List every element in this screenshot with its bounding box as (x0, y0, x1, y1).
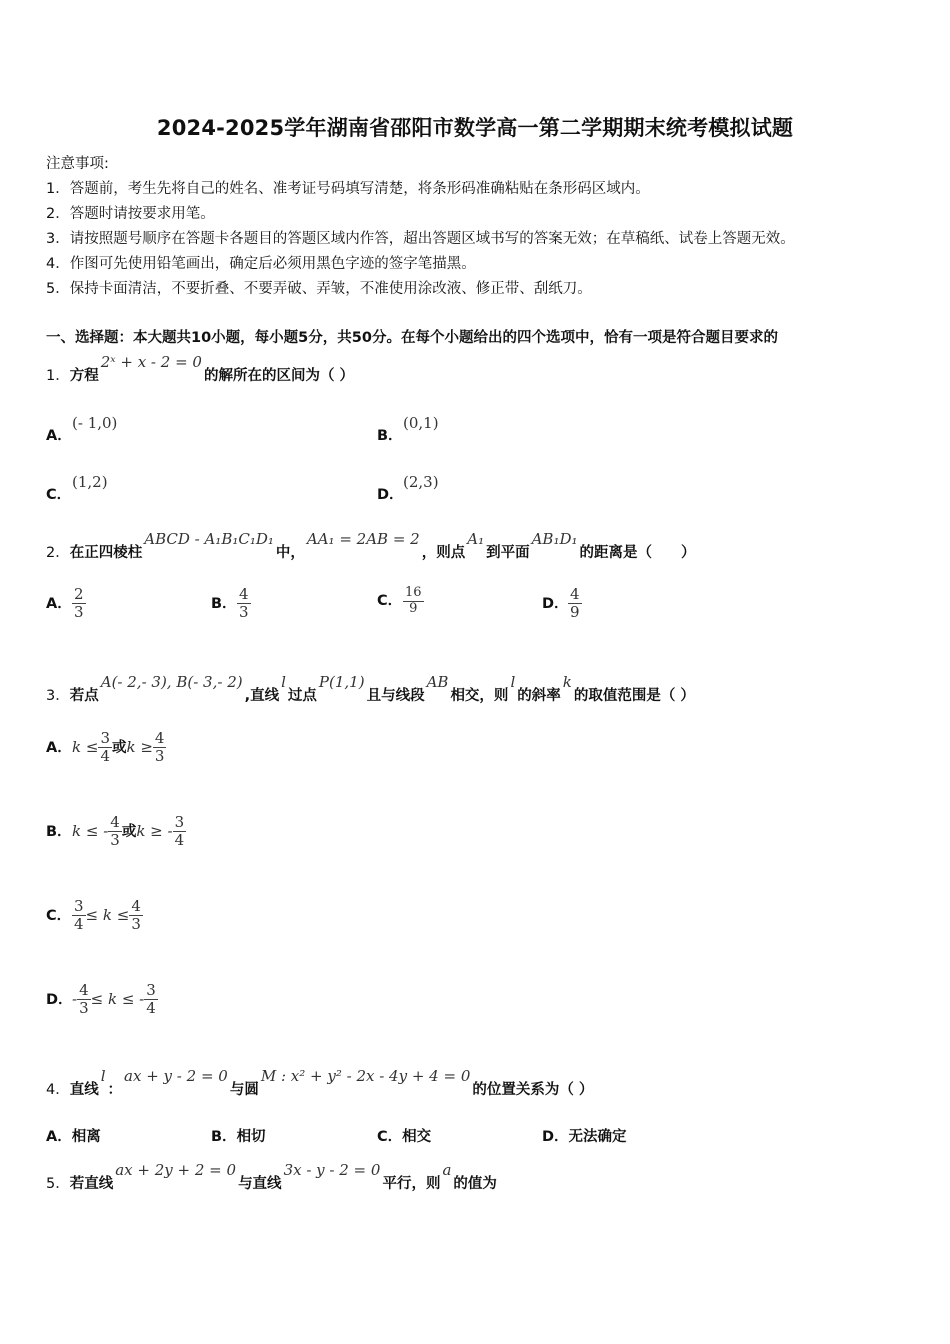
inequality: k ≤ (72, 737, 99, 756)
question-text: ： (107, 1082, 123, 1098)
question-text: 的位置关系为（ ） (472, 1082, 594, 1098)
question-number: 3． (46, 688, 70, 704)
question-number: 1． (46, 368, 70, 384)
fraction: $\frac{16}{9}$ (405, 585, 422, 616)
question-number: 2． (46, 545, 70, 561)
question-text: 平行，则 (382, 1176, 441, 1192)
math-expression: AB₁D₁ (531, 530, 578, 548)
inequality: ≤ k ≤ - (90, 989, 145, 1008)
option-label: A． (46, 428, 72, 444)
option-c (46, 898, 143, 934)
math-expression: P(1,1) (318, 673, 365, 691)
inequality: ≤ k ≤ (85, 905, 130, 924)
fraction: $\frac{4}{3}$ (131, 897, 141, 934)
option-value: 相切 (236, 1129, 266, 1145)
question-text: 的值为 (453, 1176, 497, 1192)
question-number: 5． (46, 1176, 70, 1192)
notice-heading: 注意事项: (46, 156, 109, 172)
option-value: (- 1,0) (72, 414, 118, 432)
question-3 (46, 673, 695, 705)
math-expression: k (562, 673, 572, 691)
fraction: $\frac{4}{3}$ (110, 813, 120, 850)
option-value: 相交 (402, 1129, 432, 1145)
option-label: C． (377, 1129, 403, 1145)
question-2 (46, 530, 696, 562)
option-d (542, 586, 582, 622)
question-text: 相交，则 (450, 688, 509, 704)
math-expression: AB (426, 673, 449, 691)
section-title: 一、选择题：本大题共10小题，每小题5分，共50分。在每个小题给出的四个选项中，恰有一项是符合题目要求的 (46, 330, 778, 346)
or-text: 或 (121, 823, 137, 840)
math-expression: A(- 2,- 3), B(- 3,- 2) (100, 673, 243, 691)
question-text: 中， (275, 545, 305, 561)
math-expression: ax + y - 2 = 0 (124, 1067, 228, 1085)
notice-item: 5．保持卡面清洁，不要折叠、不要弄破、弄皱，不准使用涂改液、修正带、刮纸刀。 (46, 281, 592, 297)
option-b (211, 1125, 266, 1146)
option-c (377, 586, 424, 617)
option-label: B． (377, 428, 403, 444)
fraction: $\frac{4}{9}$ (570, 585, 580, 622)
question-text: 的距离是（ ） (579, 545, 696, 561)
option-label: D． (542, 595, 569, 612)
math-expression: AA₁ = 2AB = 2 (306, 530, 420, 548)
fraction: $\frac{2}{3}$ (74, 585, 84, 622)
option-label: C． (46, 487, 72, 503)
notice-item: 1．答题前，考生先将自己的姓名、准考证号码填写清楚，将条形码准确粘贴在条形码区域内。 (46, 181, 650, 197)
option-a (46, 414, 118, 445)
math-expression: A₁ (467, 530, 485, 548)
option-label: A． (46, 1129, 72, 1145)
math-expression: l (100, 1067, 106, 1085)
question-text: 且与线段 (366, 688, 425, 704)
inequality: k ≥ (126, 737, 153, 756)
notice-item: 3．请按照题号顺序在答题卡各题目的答题区域内作答，超出答题区域书写的答案无效；在草稿纸、试卷上答题无效。 (46, 231, 795, 247)
option-a (46, 1125, 101, 1146)
option-d (46, 982, 158, 1018)
fraction: $\frac{3}{4}$ (100, 729, 110, 766)
question-text: 过点 (287, 688, 317, 704)
option-b (211, 586, 251, 622)
math-expression: l (510, 673, 516, 691)
option-label: C． (377, 593, 403, 610)
math-expression: 2ˣ + x - 2 = 0 (100, 353, 202, 371)
option-value: 相离 (71, 1129, 101, 1145)
option-value: (2,3) (403, 473, 439, 491)
question-text: 若直线 (69, 1176, 114, 1192)
question-number: 4． (46, 1082, 70, 1098)
option-a (46, 730, 166, 766)
question-text: 的解所在的区间为（ ） (203, 368, 355, 384)
question-text: 方程 (69, 368, 99, 384)
option-b (46, 814, 186, 850)
option-a (46, 586, 86, 622)
fraction: $\frac{3}{4}$ (174, 813, 185, 850)
math-expression: M : x² + y² - 2x - 4y + 4 = 0 (260, 1067, 471, 1085)
fraction: $\frac{4}{3}$ (79, 981, 89, 1018)
option-value: (1,2) (72, 473, 108, 491)
question-text: 直线 (69, 1082, 99, 1098)
option-c (377, 1125, 431, 1146)
math-expression: 3x - y - 2 = 0 (283, 1161, 381, 1179)
question-text: 与圆 (229, 1082, 259, 1098)
option-label: D． (46, 991, 73, 1008)
option-b (377, 414, 439, 445)
option-d (542, 1125, 627, 1146)
notice-item: 2．答题时请按要求用笔。 (46, 206, 215, 222)
question-5 (46, 1161, 497, 1193)
question-text: 在正四棱柱 (69, 545, 143, 561)
question-text: ,直线 (244, 688, 280, 704)
question-text: ，则点 (421, 545, 466, 561)
fraction: $\frac{3}{4}$ (146, 981, 156, 1018)
option-label: D． (542, 1129, 569, 1145)
question-text: 若点 (69, 688, 99, 704)
question-text: 的取值范围是（ ） (573, 688, 695, 704)
math-expression: ax + 2y + 2 = 0 (115, 1161, 237, 1179)
option-label: A． (46, 739, 72, 756)
question-text: 的斜率 (517, 688, 561, 704)
inequality: k ≥ - (136, 821, 173, 840)
math-expression: ABCD - A₁B₁C₁D₁ (144, 530, 274, 548)
option-label: D． (377, 487, 404, 503)
option-c (46, 473, 108, 504)
option-value: 无法确定 (568, 1129, 627, 1145)
option-label: B． (46, 823, 72, 840)
math-expression: a (442, 1161, 452, 1179)
option-label: B． (211, 1129, 237, 1145)
notice-item: 4．作图可先使用铅笔画出，确定后必须用黑色字迹的签字笔描黑。 (46, 256, 476, 272)
question-text: 与直线 (238, 1176, 282, 1192)
option-label: A． (46, 595, 72, 612)
question-4 (46, 1067, 594, 1099)
fraction: $\frac{4}{3}$ (154, 729, 165, 766)
math-expression: l (281, 673, 286, 691)
page-title: 2024-2025学年湖南省邵阳市数学高一第二学期期末统考模拟试题 (156, 116, 794, 140)
option-label: C． (46, 907, 72, 924)
inequality: - (72, 989, 78, 1008)
fraction: $\frac{3}{4}$ (74, 897, 84, 934)
question-1 (46, 353, 355, 385)
or-text: 或 (111, 739, 127, 756)
option-d (377, 473, 439, 504)
option-value: (0,1) (403, 414, 439, 432)
option-label: B． (211, 595, 237, 612)
question-text: 到平面 (486, 545, 530, 561)
inequality: k ≤ - (72, 821, 109, 840)
fraction: $\frac{4}{3}$ (239, 585, 249, 622)
